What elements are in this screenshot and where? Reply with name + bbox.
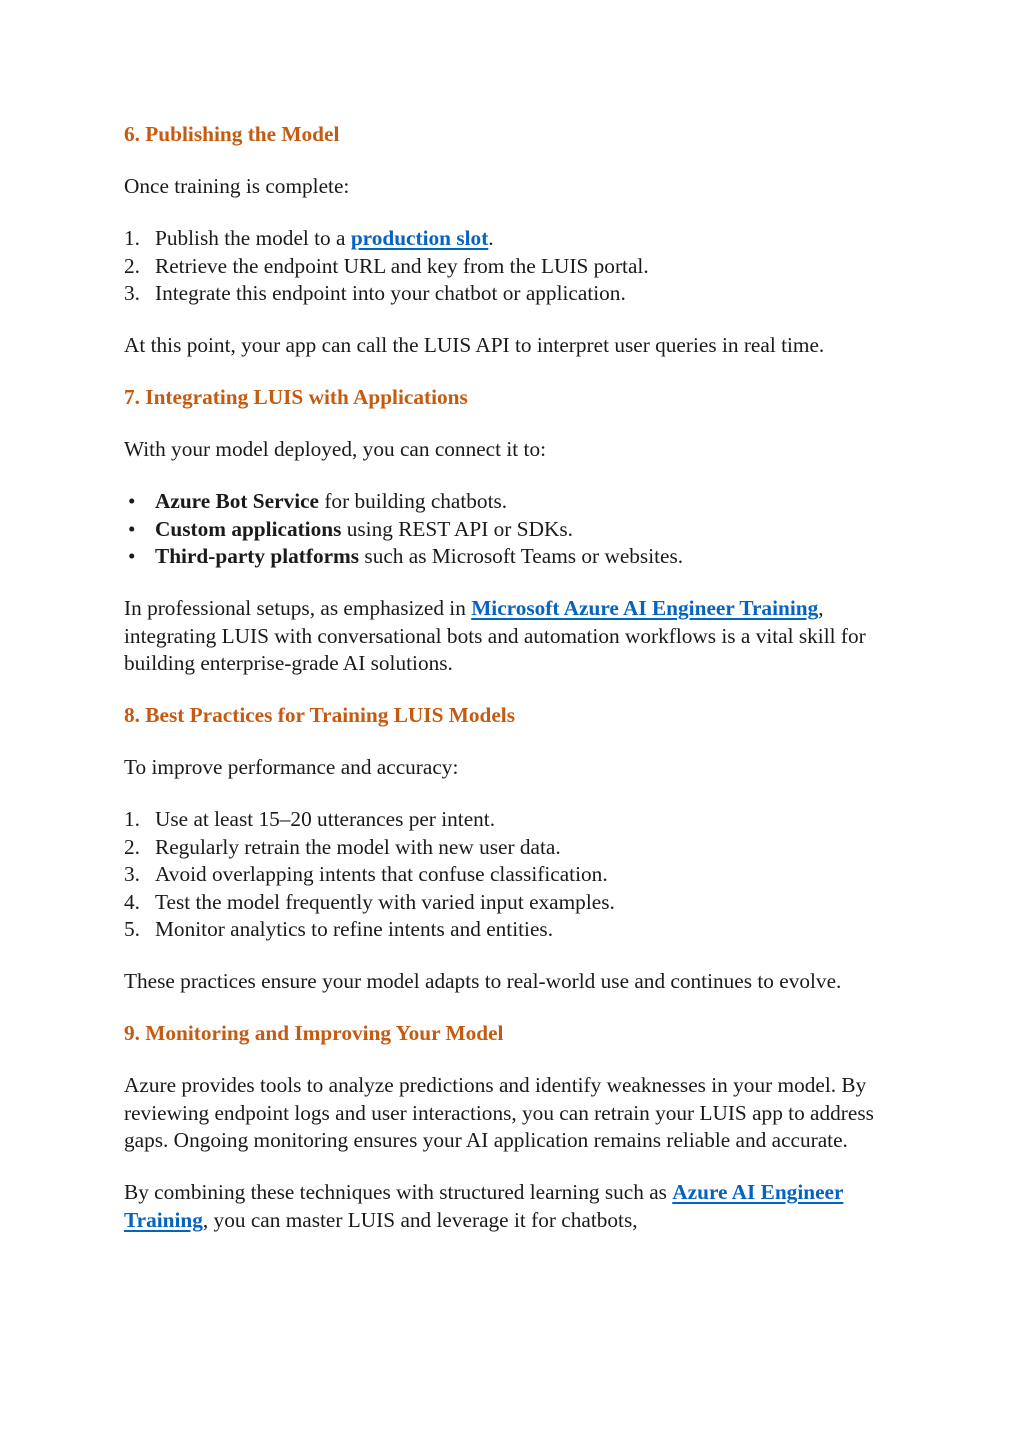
azure-ai-engineer-training-link[interactable]: Azure AI Engineer Training (124, 1180, 844, 1232)
bullet-list-integrations (124, 488, 914, 571)
list-item: 3. Integrate this endpoint into your chatbot or application. (124, 281, 626, 305)
paragraph: By combining these techniques with structured learning such as Azure AI Engineer Training, you can master LUIS and leverage it for chatbots, (124, 1180, 844, 1232)
section-heading-integrating: 7. Integrating LUIS with Applications (124, 385, 468, 409)
section-heading-best-practices: 8. Best Practices for Training LUIS Models (124, 703, 516, 727)
paragraph: At this point, your app can call the LUIS API to interpret user queries in real time. (124, 333, 825, 357)
bullet-icon: • (128, 489, 136, 513)
list-item: 4. Test the model frequently with varied input examples. (124, 889, 615, 914)
paragraph: In professional setups, as emphasized in Microsoft Azure AI Engineer Training, integrating LUIS with conversational bots and automation workflows is a vital skill for building enterprise-grade AI solutions. (124, 596, 866, 675)
numbered-list-publishing (124, 225, 914, 308)
section-heading-publishing: 6. Publishing the Model (124, 122, 340, 146)
list-item: 2. Regularly retrain the model with new user data. (124, 834, 561, 859)
list-item: • Third-party platforms such as Microsoft Teams or websites. (124, 543, 914, 571)
list-item: • Azure Bot Service for building chatbots. (124, 488, 914, 516)
bullet-icon: • (128, 516, 136, 541)
paragraph: To improve performance and accuracy: (124, 755, 459, 779)
section-heading-monitoring: 9. Monitoring and Improving Your Model (124, 1021, 504, 1045)
list-item: • Custom applications using REST API or SDKs. (124, 516, 914, 544)
numbered-list-best-practices (124, 806, 914, 944)
bullet-icon: • (128, 544, 136, 568)
production-slot-link[interactable]: production slot (350, 226, 489, 250)
list-item: 3. Avoid overlapping intents that confuse classification. (124, 862, 608, 886)
list-item: 5. Monitor analytics to refine intents and entities. (124, 917, 554, 941)
paragraph: Once training is complete: (124, 174, 350, 198)
microsoft-azure-ai-engineer-training-link[interactable]: Microsoft Azure AI Engineer Training (471, 596, 819, 620)
paragraph: Azure provides tools to analyze predictions and identify weaknesses in your model. By reviewing endpoint logs and user interactions, you can retrain your LUIS app to address gaps. Ongoing monitoring ensures your AI application remains reliable and accurate. (124, 1073, 874, 1152)
list-item: 2. Retrieve the endpoint URL and key from the LUIS portal. (124, 253, 649, 278)
paragraph: These practices ensure your model adapts to real-world use and continues to evolve. (124, 969, 842, 993)
list-item: 1. Use at least 15–20 utterances per intent. (124, 807, 496, 831)
list-item: 1. Publish the model to a production slot. (124, 226, 494, 250)
paragraph: With your model deployed, you can connect it to: (124, 437, 547, 461)
document-body (124, 121, 914, 1234)
